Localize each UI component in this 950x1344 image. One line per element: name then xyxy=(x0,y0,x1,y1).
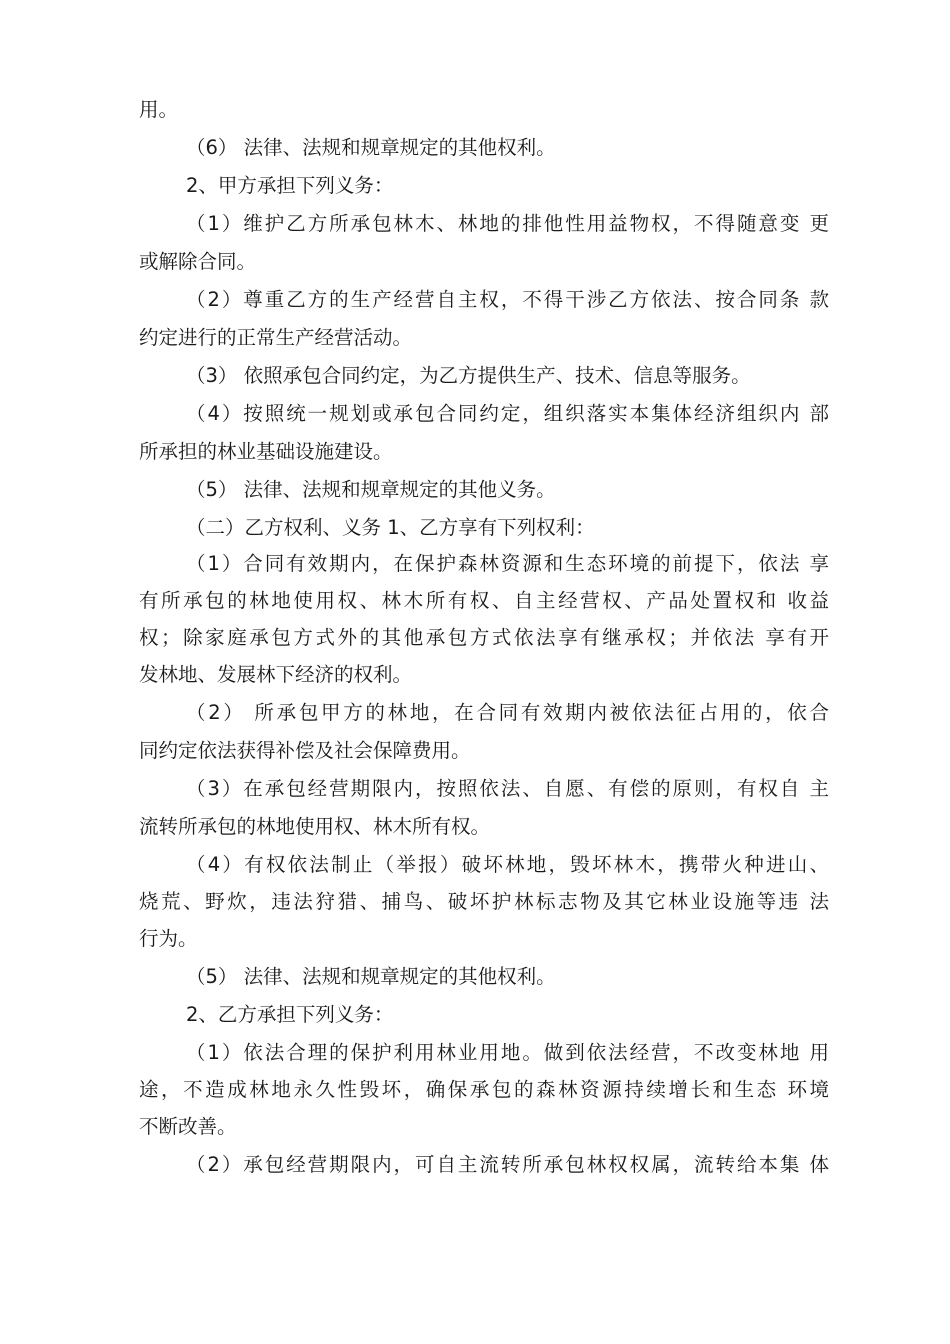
text-line: 所承担的林业基础设施建设。 xyxy=(139,440,393,463)
text-line: 2、甲方承担下列义务： xyxy=(186,174,394,197)
text-line: 途，不造成林地永久性毁坏，确保承包的森林资源持续增长和生态 环境 xyxy=(139,1078,829,1101)
text-line: （6） 法律、法规和规章规定的其他权利。 xyxy=(186,136,556,159)
text-line: （4）按照统一规划或承包合同约定，组织落实本集体经济组织内 部 xyxy=(186,402,829,425)
text-line: （2）尊重乙方的生产经营自主权，不得干涉乙方依法、按合同条 款 xyxy=(186,288,829,311)
text-line: （二）乙方权利、义务 1、乙方享有下列权利： xyxy=(186,516,595,539)
text-line: （2）承包经营期限内，可自主流转所承包林权权属，流转给本集 体 xyxy=(186,1153,829,1176)
text-line: 行为。 xyxy=(139,927,198,950)
text-line: （3） 依照承包合同约定，为乙方提供生产、技术、信息等服务。 xyxy=(186,364,751,387)
text-line: （4）有权依法制止（举报）破坏林地，毁坏林木，携带火种进山、 xyxy=(186,853,829,876)
text-line: （1）依法合理的保护利用林业用地。做到依法经营，不改变林地 用 xyxy=(186,1041,829,1064)
text-line: 同约定依法获得补偿及社会保障费用。 xyxy=(139,739,471,762)
text-line: 流转所承包的林地使用权、林木所有权。 xyxy=(139,815,491,838)
text-line: 或解除合同。 xyxy=(139,250,257,273)
text-line: （5） 法律、法规和规章规定的其他权利。 xyxy=(186,965,556,988)
text-line: （3）在承包经营期限内，按照依法、自愿、有偿的原则，有权自 主 xyxy=(186,777,829,800)
text-line: （5） 法律、法规和规章规定的其他义务。 xyxy=(186,478,556,501)
text-line: （2） 所承包甲方的林地，在合同有效期内被依法征占用的，依合 xyxy=(186,701,829,724)
text-line: 2、乙方承担下列义务： xyxy=(186,1003,394,1026)
text-line: 有所承包的林地使用权、林木所有权、自主经营权、产品处置权和 收益 xyxy=(139,589,829,612)
text-line: 权；除家庭承包方式外的其他承包方式依法享有继承权；并依法 享有开 xyxy=(139,626,829,649)
text-line: （1）合同有效期内，在保护森林资源和生态环境的前提下，依法 享 xyxy=(186,552,829,575)
text-line: 约定进行的正常生产经营活动。 xyxy=(139,326,413,349)
text-line: 用。 xyxy=(139,98,179,121)
text-line: （1）维护乙方所承包林木、林地的排他性用益物权，不得随意变 更 xyxy=(186,212,829,235)
text-line: 不断改善。 xyxy=(139,1115,237,1138)
text-line: 发林地、发展林下经济的权利。 xyxy=(139,663,413,686)
text-line: 烧荒、野炊，违法狩猎、捕鸟、破坏护林标志物及其它林业设施等违 法 xyxy=(139,890,829,913)
